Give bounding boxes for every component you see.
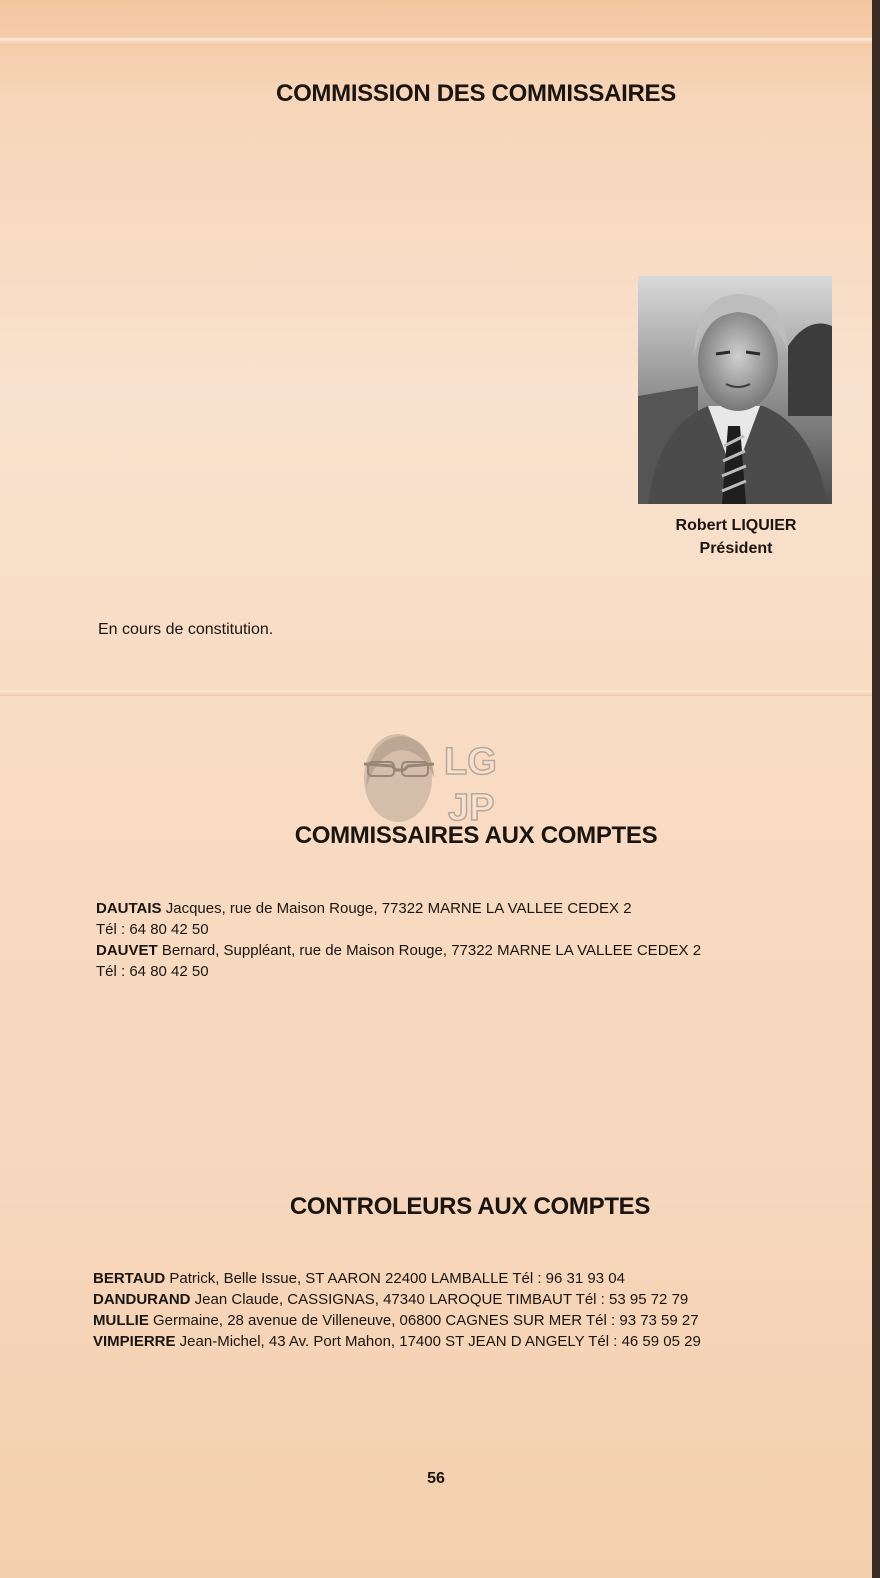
page-edge-shadow: [872, 0, 880, 1578]
commission-title: COMMISSION DES COMMISSAIRES: [276, 80, 676, 107]
entry-phone: Tél : 64 80 42 50: [96, 963, 209, 980]
entry-phone: Tél : 64 80 42 50: [96, 921, 209, 938]
watermark-portrait-image: [358, 728, 518, 828]
entry-details: Jean-Michel, 43 Av. Port Mahon, 17400 ST JEAN D ANGELY Tél : 46 59 05 29: [175, 1333, 701, 1350]
auditors-list: [96, 898, 856, 982]
entry-details: Bernard, Suppléant, rue de Maison Rouge, 77322 MARNE LA VALLEE CEDEX 2: [157, 942, 702, 959]
president-role: Président: [699, 540, 773, 557]
list-item: [93, 1268, 853, 1289]
list-item: [93, 1331, 853, 1352]
entry-name: BERTAUD: [93, 1270, 166, 1287]
page-fold-top: [0, 38, 872, 46]
entry-name: DANDURAND: [93, 1291, 191, 1308]
watermark-text-1: LG: [444, 741, 497, 783]
entry-name: DAUTAIS: [96, 900, 162, 917]
watermark-logo: [358, 728, 518, 828]
commission-status: En cours de constitution.: [98, 621, 274, 638]
entry-name: VIMPIERRE: [93, 1333, 176, 1350]
watermark-text-2: JP: [448, 787, 495, 828]
page-fold-middle: [0, 690, 872, 696]
controllers-list: [93, 1268, 853, 1352]
entry-details: Jacques, rue de Maison Rouge, 77322 MARNE LA VALLEE CEDEX 2: [161, 900, 632, 917]
entry-details: Germaine, 28 avenue de Villeneuve, 06800 CAGNES SUR MER Tél : 93 73 59 27: [148, 1312, 699, 1329]
page-number: 56: [427, 1470, 445, 1487]
president-name: Robert LIQUIER: [675, 517, 797, 534]
entry-details: Jean Claude, CASSIGNAS, 47340 LAROQUE TIMBAUT Tél : 53 95 72 79: [190, 1291, 689, 1308]
auditors-title: COMMISSAIRES AUX COMPTES: [294, 822, 658, 849]
list-item: [93, 1289, 853, 1310]
president-photo: [638, 276, 832, 504]
president-portrait-image: [638, 276, 832, 504]
controllers-title: CONTROLEURS AUX COMPTES: [289, 1193, 651, 1220]
entry-name: DAUVET: [96, 942, 158, 959]
list-item: [96, 898, 856, 940]
entry-name: MULLIE: [93, 1312, 149, 1329]
list-item: [96, 940, 856, 982]
entry-details: Patrick, Belle Issue, ST AARON 22400 LAMBALLE Tél : 96 31 93 04: [165, 1270, 625, 1287]
president-caption: [638, 514, 834, 560]
list-item: [93, 1310, 853, 1331]
